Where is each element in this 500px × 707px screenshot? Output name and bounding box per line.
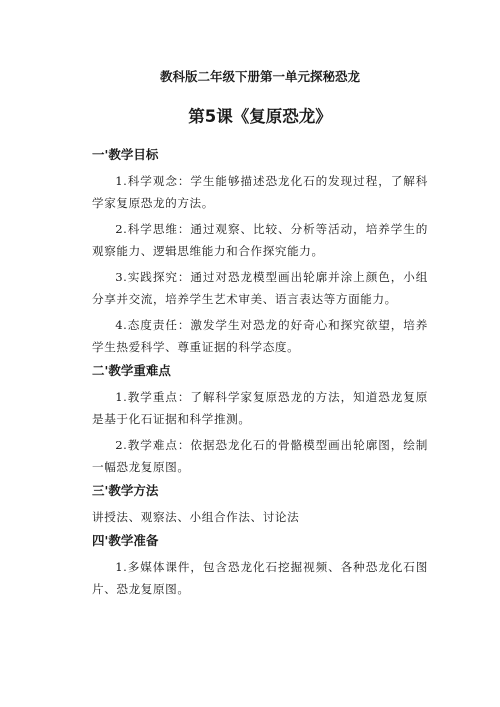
section-heading: 二'教学重难点 bbox=[92, 363, 171, 378]
section-heading: 一'教学目标 bbox=[92, 147, 159, 162]
paragraph: 1.教学重点：了解科学家复原恐龙的方法，知道恐龙复原是基于化石证据和科学推测。 bbox=[92, 390, 428, 426]
paragraph: 1.科学观念：学生能够描述恐龙化石的发现过程，了解科学家复原恐龙的方法。 bbox=[92, 174, 428, 210]
section-heading: 三'教学方法 bbox=[92, 483, 159, 498]
paragraph: 4.态度责任：激发学生对恐龙的好奇心和探究欲望，培养学生热爱科学、尊重证据的科学态度。 bbox=[92, 318, 428, 354]
series-title: 教科版二年级下册第一单元探秘恐龙 bbox=[159, 69, 360, 84]
paragraph: 3.实践探究：通过对恐龙模型画出轮廓并涂上颜色，小组分享并交流，培养学生艺术审美、语言表达等方面能力。 bbox=[92, 270, 428, 306]
paragraph: 2.教学难点：依据恐龙化石的骨骼模型画出轮廓图，绘制一幅恐龙复原图。 bbox=[92, 438, 428, 474]
section-methods bbox=[92, 482, 428, 528]
section-preparation bbox=[92, 532, 428, 600]
paragraph: 讲授法、观察法、小组合作法、讨论法 bbox=[92, 510, 300, 524]
section-objectives bbox=[92, 146, 428, 358]
paragraph: 1.多媒体课件，包含恐龙化石挖掘视频、各种恐龙化石图片、恐龙复原图。 bbox=[92, 560, 428, 596]
lesson-title: 第5课《复原恐龙》 bbox=[188, 107, 332, 126]
section-key-points bbox=[92, 362, 428, 478]
paragraph: 2.科学思维：通过观察、比较、分析等活动，培养学生的观察能力、逻辑思维能力和合作探究能力。 bbox=[92, 222, 428, 258]
section-heading: 四'教学准备 bbox=[92, 533, 159, 548]
